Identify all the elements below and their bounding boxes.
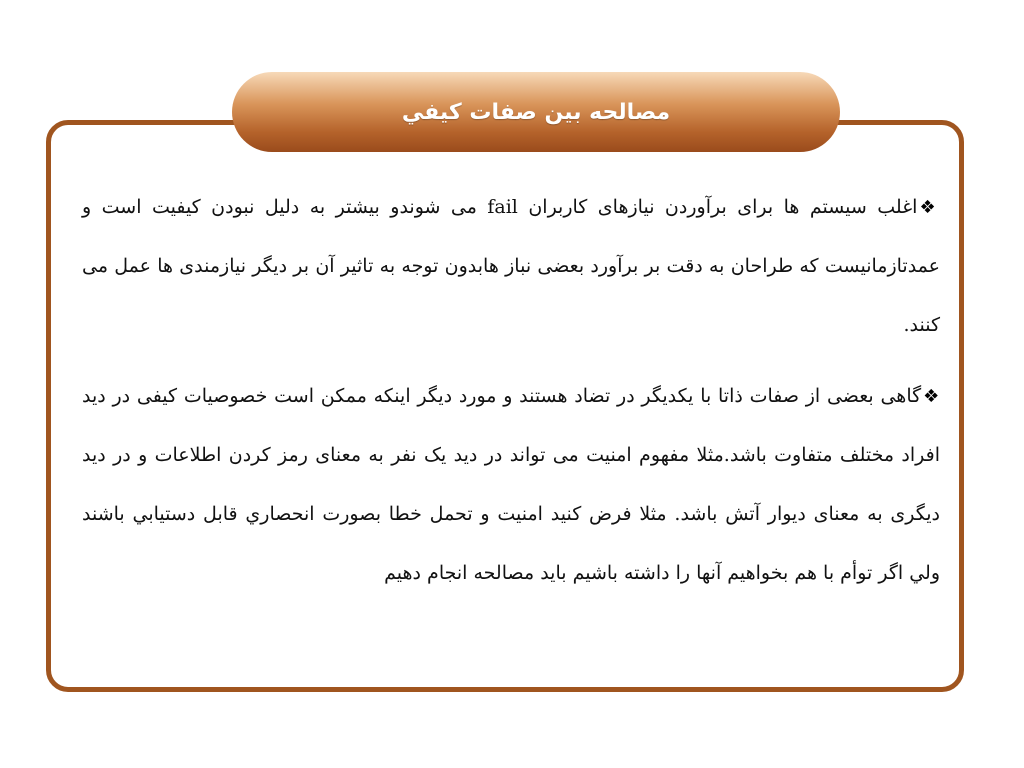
- title-banner: [232, 72, 840, 152]
- slide-title: مصالحه بین صفات کیفي: [401, 99, 671, 125]
- paragraph-text-1: اغلب سیستم ها برای برآوردن نیازهای کاربران fail می شوندو بیشتر به دلیل نبودن کیفیت است و عمدتازمانیست که طراحان به دقت بر برآورد بعضی نباز هابدون توجه به تاثیر آن بر دیگر نیازمندی ها عمل می کنند.: [82, 196, 940, 336]
- diamond-bullet-icon: ❖: [919, 197, 940, 218]
- paragraph-text-2: گاهی بعضی از صفات ذاتا با یکدیگر در تضاد هستند و مورد دیگر اینکه ممکن است خصوصیات کیفی در دید افراد مختلف متفاوت باشد.مثلا مفهوم امنیت می تواند در دید یک نفر به معنای رمز کردن اطلاعات و در دید دیگری به معنای دیوار آتش باشد. مثلا فرض کنید امنیت و تحمل خطا بصورت انحصاري قابل دستیابي باشند ولي اگر توأم با هم بخواهیم آنها را داشته باشیم باید مصالحه انجام دهیم: [82, 385, 940, 584]
- bullet-paragraph-2: [82, 367, 940, 603]
- diamond-bullet-icon: ❖: [923, 386, 941, 407]
- slide-body: [82, 178, 940, 678]
- bullet-paragraph-1: [82, 178, 940, 355]
